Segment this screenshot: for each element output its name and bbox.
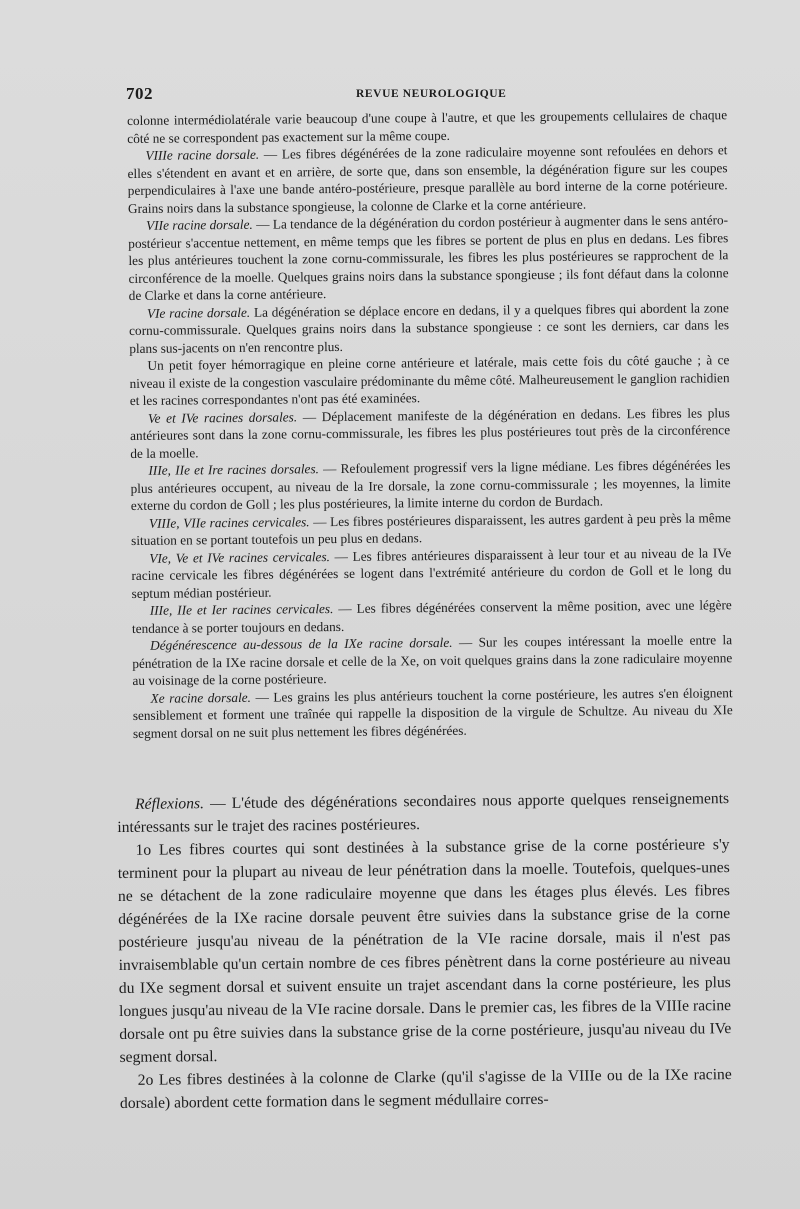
paragraph [117, 787, 729, 839]
paragraph-lead: VIe racine dorsale. [146, 304, 251, 321]
paragraph-lead: VIe, Ve et IVe racines cervicales. [149, 548, 330, 566]
paragraph [131, 509, 731, 550]
paragraph [132, 596, 732, 637]
page-number: 702 [126, 84, 153, 103]
page-header [126, 84, 726, 106]
paragraph-text: — Refoulement progressif vers la ligne médiane. Les fibres dégénérées les plus antérieures occupent, au niveau de la Ire dorsale, la zone cornu-commissurale ; les moyennes, la limite externe du cordon de Goll ; les plus postérieures, la limite interne du cordon de Burdach. [130, 457, 731, 513]
paragraph [117, 833, 731, 1069]
reflexions-block [117, 787, 732, 1115]
paragraph-lead: IIIe, IIe et Ire racines dorsales. [148, 461, 319, 478]
paragraph-lead: Xe racine dorsale. [150, 689, 252, 706]
paragraph-lead: Réflexions. [135, 795, 205, 813]
paragraph-text: — Déplacement manifeste de la dégénération en dedans. Les fibres les plus antérieures sont dans la zone cornu-commissurale, les fibres les plus postérieures tout près de la circonférence de la moelle. [130, 404, 731, 461]
paragraph-lead: Dégénérescence au-dessous de la IXe racine dorsale. [150, 634, 453, 653]
paragraph [127, 141, 728, 217]
paragraph [129, 299, 729, 357]
paragraph-text: La dégénération se déplace encore en dedans, il y a quelques fibres qui abordent la zone cornu-commissurale. Quelques grains noirs dans la substance spongieuse : ce sont les derniers, car dans les plans sus-jacents on n'en rencontre plus. [129, 299, 730, 356]
paragraph-text: — Les fibres antérieures disparaissent à leur tour et au niveau de la IVe racine cervicale les fibres dégénérées se logent dans l'extrémité antérieure du cordon de Goll et le long du septum médian postérieur. [131, 544, 732, 601]
paragraph-text: — La tendance de la dégénération du cordon postérieur à augmenter dans le sens antéro-postérieur s'accentue nettement, en même temps que les fibres se portent de plus en plus en dedans. Les fibres les plus antérieures touchent la zone cornu-commissurale, les fibres les plus postérieures se rapprochent de la circonférence de la moelle. Quelques grains noirs dans la substance spongieuse ; ils font défaut dans la colonne de Clarke et dans la corne antérieure. [128, 212, 729, 303]
paragraph-text: Un petit foyer hémorragique en pleine corne antérieure et latérale, mais cette fois du côté gauche ; à ce niveau il existe de la congestion vasculaire prédominante du même côté. Malheureusement le ganglion rachidien et les racines correspondantes n'ont pas été examinées. [129, 352, 730, 408]
paragraph [120, 1063, 732, 1115]
paragraph [133, 684, 733, 742]
paragraph [132, 631, 732, 689]
paragraph-lead: Ve et IVe racines dorsales. [147, 408, 298, 426]
paragraph-lead: VIIe racine dorsale. [146, 216, 253, 233]
paragraph [127, 106, 727, 147]
paragraph [131, 544, 731, 602]
paragraph-text: — L'étude des dégénérations secondaires nous apporte quelques renseignements intéressants sur le trajet des racines postérieures. [117, 790, 730, 836]
running-head: REVUE NEUROLOGIQUE [356, 88, 507, 100]
paragraph-text: colonne intermédiolatérale varie beaucoup d'une coupe à l'autre, et que les groupements cellulaires de chaque côté ne se correspondent pas exactement sur la même coupe. [127, 107, 728, 146]
paragraph [129, 351, 729, 409]
paragraph-text: — Les fibres dégénérées conservent la même position, avec une légère tendance à se porter toujours en dedans. [131, 597, 732, 636]
paragraph-lead: VIIIe racine dorsale. [145, 146, 260, 163]
paragraph-text: 1o Les fibres courtes qui sont destinées à la substance grise de la corne postérieure s'y terminent pour la plupart au niveau de leur pénétration dans la moelle. Toutefois, quelques-unes ne se détachent de la zone radiculaire moyenne que dans les étages plus élevés. Les fibres dégénérées de la IXe racine dorsale peuvent être suivies dans la substance grise de la corne postérieure jusqu'au niveau de la pénétration de la VIe racine dorsale, mais il n'est pas invraisemblable qu'un certain nombre de ces fibres pénètrent dans la corne postérieure au niveau du IXe segment dorsal et suivent ensuite un trajet ascendant dans la corne postérieure, les plus longues jusqu'au niveau de la VIe racine dorsale. Dans le premier cas, les fibres de la VIIIe racine dorsale ont pu être suivies dans la substance grise de la corne postérieure, jusqu'au niveau du IVe segment dorsal. [117, 836, 732, 1066]
paragraph-text: — Les fibres dégénérées de la zone radiculaire moyenne sont refoulées en dehors et elles s'étendent en avant et en arrière, de sorte que, dans son ensemble, la dégénération figure sur les coupes perpendiculaires à l'axe une bande antéro-postérieure, presque parallèle au bord interne de la corne potérieure. Grains noirs dans la substance spongieuse, la colonne de Clarke et la corne antérieure. [127, 142, 728, 216]
paragraph-text: — Sur les coupes intéressant la moelle entre la pénétration de la IXe racine dorsale et celle de la Xe, on voit quelques grains dans la zone radiculaire moyenne au voisinage de la corne postérieure. [132, 632, 733, 688]
paragraph [130, 404, 730, 462]
paragraph-lead: VIIIe, VIIe racines cervicales. [148, 513, 310, 531]
paragraph [130, 456, 730, 514]
paragraph-lead: IIIe, IIe et Ier racines cervicales. [149, 601, 334, 618]
case-description-block [127, 106, 733, 742]
paragraph-text: — Les grains les plus antérieurs touchent la corne postérieure, les autres s'en éloignent sensiblement et forment une traînée qui rappelle la disposition de la virgule de Schultze. Au niveau du XIe segment dorsal on ne suit plus nettement les fibres dégénérées. [132, 684, 733, 741]
paragraph-text: 2o Les fibres destinées à la colonne de Clarke (qu'il s'agisse de la VIIIe ou de la IXe racine dorsale) abordent cette formation dans le segment médullaire corres- [119, 1066, 732, 1112]
paragraph-text: — Les fibres postérieures disparaissent, les autres gardent à peu près la même situation en se portant toutefois un peu plus en dedans. [131, 509, 731, 548]
paragraph [128, 211, 729, 304]
